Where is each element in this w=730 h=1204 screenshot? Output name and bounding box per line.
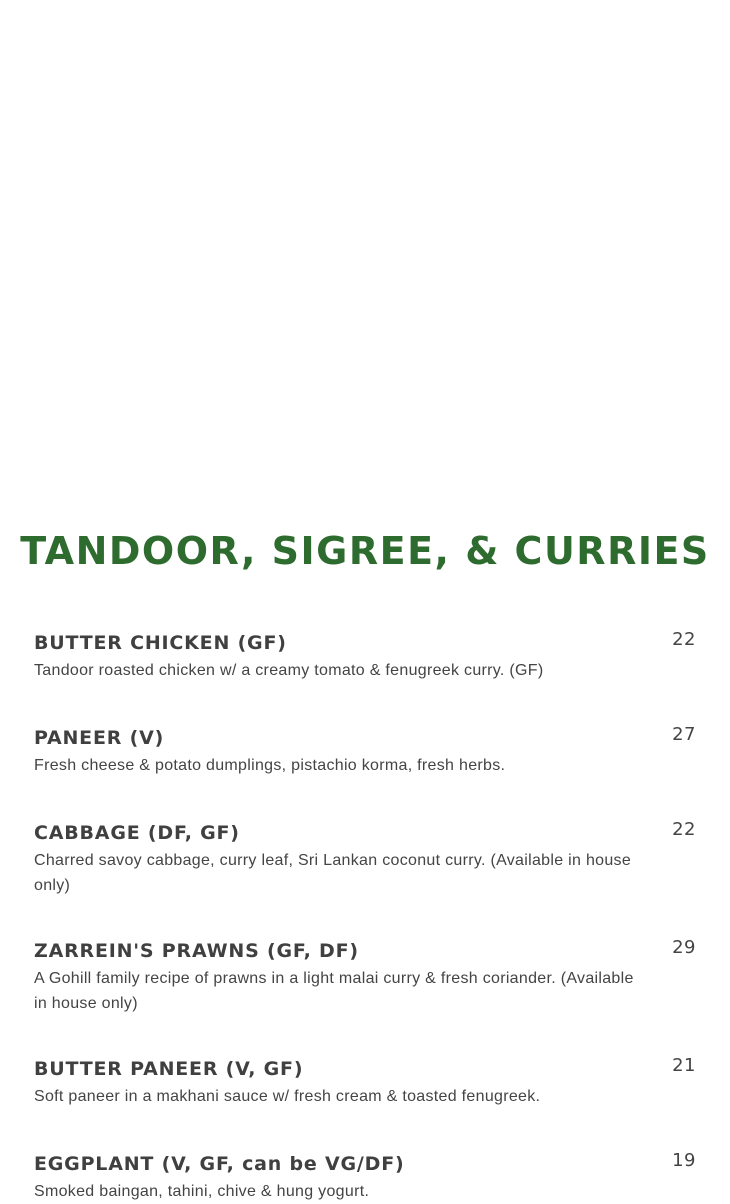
- menu-item-price: 19: [672, 1150, 696, 1171]
- menu-item: [34, 1151, 696, 1204]
- menu-item-name: CABBAGE (DF, GF): [34, 822, 240, 844]
- menu-item-header: [34, 1151, 696, 1177]
- menu-item-price: 29: [672, 937, 696, 958]
- menu-item: [34, 938, 696, 1016]
- menu-item-description: Tandoor roasted chicken w/ a creamy tomato & fenugreek curry. (GF): [34, 662, 544, 679]
- menu-item-name: BUTTER CHICKEN (GF): [34, 632, 287, 654]
- menu-item-price: 22: [672, 819, 696, 840]
- menu-item-name: BUTTER PANEER (V, GF): [34, 1058, 304, 1080]
- menu-item-name: PANEER (V): [34, 727, 165, 749]
- menu-item: [34, 725, 696, 778]
- menu-item-price: 21: [672, 1055, 696, 1076]
- spacer: [34, 898, 696, 938]
- menu-item-header: [34, 938, 696, 964]
- menu-item-description: Soft paneer in a makhani sauce w/ fresh cream & toasted fenugreek.: [34, 1088, 541, 1105]
- spacer: [34, 1109, 696, 1151]
- hero-image-area: [0, 0, 730, 528]
- menu-item-header: [34, 1056, 696, 1082]
- spacer: [34, 1016, 696, 1056]
- menu-item-description: Charred savoy cabbage, curry leaf, Sri Lankan coconut curry. (Available in house only): [34, 852, 632, 894]
- menu-item-name: ZARREIN'S PRAWNS (GF, DF): [34, 940, 359, 962]
- menu-item-description: Fresh cheese & potato dumplings, pistachio korma, fresh herbs.: [34, 757, 506, 774]
- menu-item-header: [34, 630, 696, 656]
- section-title: TANDOOR, SIGREE, & CURRIES: [20, 529, 710, 573]
- menu-item: [34, 1056, 696, 1109]
- spacer: [34, 683, 696, 725]
- menu-item-price: 22: [672, 629, 696, 650]
- menu-item-name: EGGPLANT (V, GF, can be VG/DF): [34, 1153, 405, 1175]
- spacer: [34, 778, 696, 820]
- menu-item: [34, 820, 696, 898]
- menu-item-header: [34, 820, 696, 846]
- menu-item-price: 27: [672, 724, 696, 745]
- menu-item-description: A Gohill family recipe of prawns in a light malai curry & fresh coriander. (Available in house only): [34, 970, 634, 1012]
- menu-list: [34, 630, 696, 1204]
- menu-item-header: [34, 725, 696, 751]
- menu-item-description: Smoked baingan, tahini, chive & hung yogurt.: [34, 1183, 370, 1200]
- menu-item: [34, 630, 696, 683]
